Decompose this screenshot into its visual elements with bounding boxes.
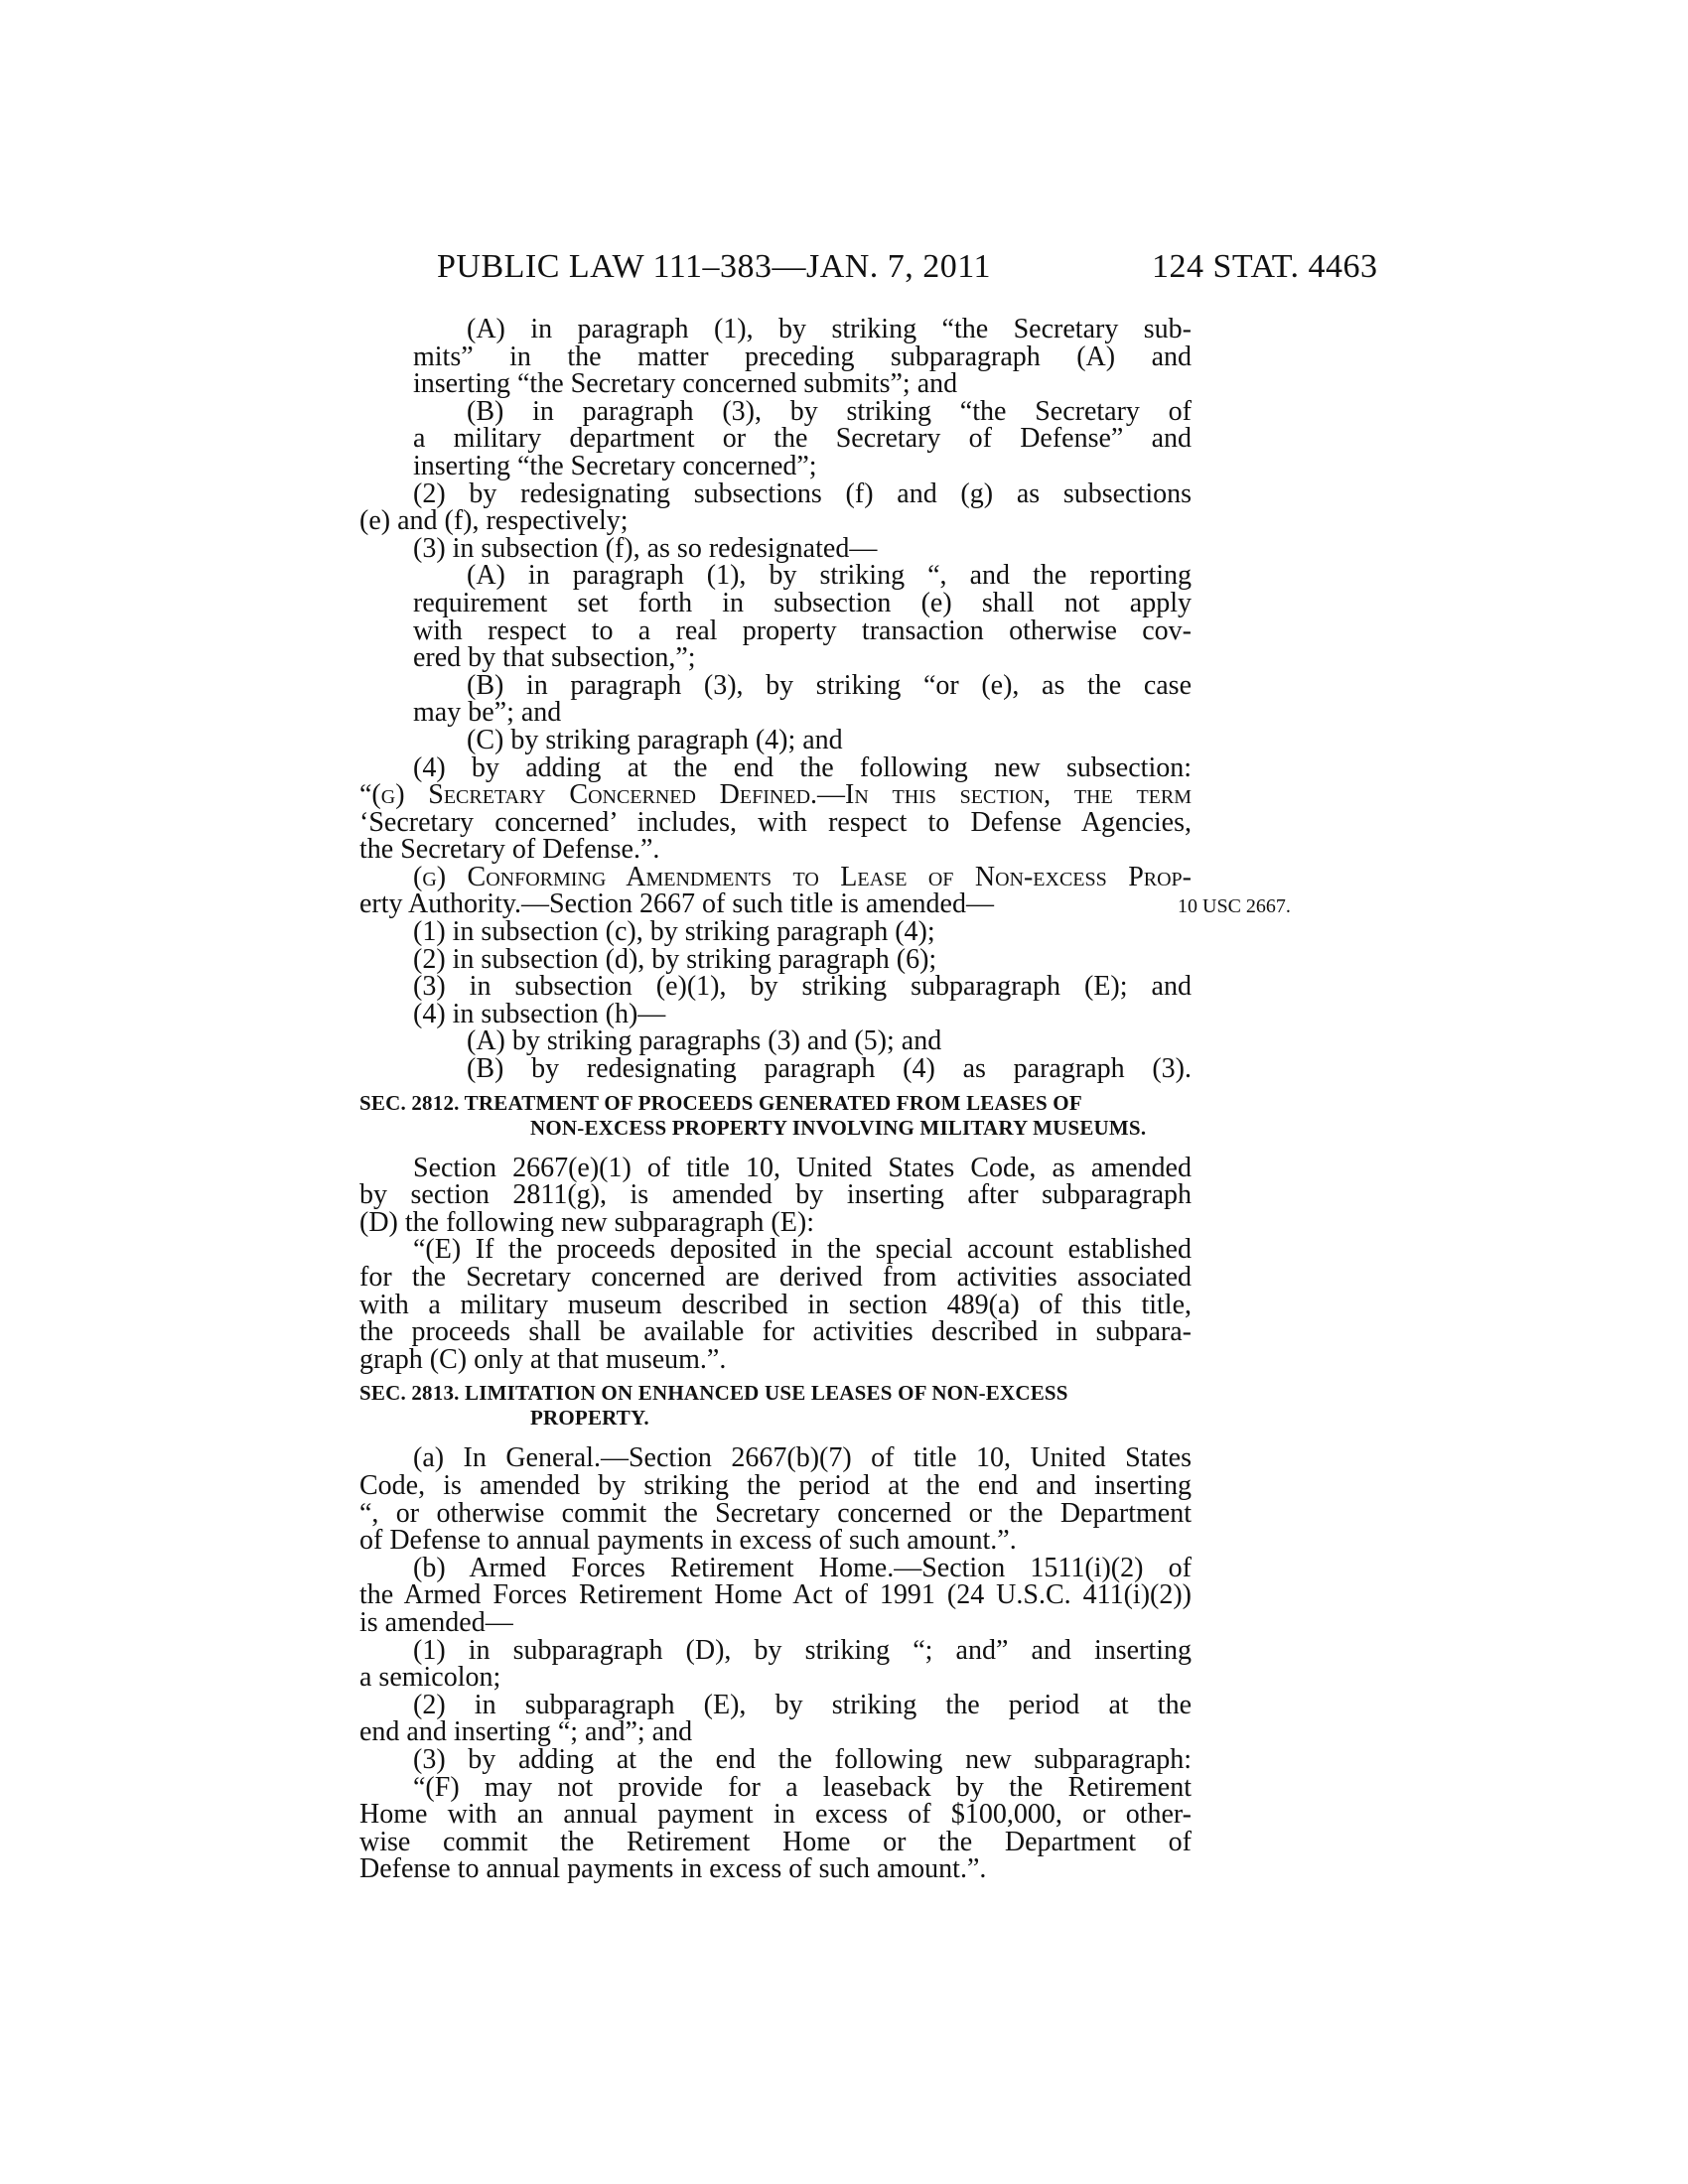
text-line: by section 2811(g), is amended by inserting after subparagraph [359,1179,1192,1211]
text-line: the Secretary of Defense.”. [359,834,660,866]
text-line: ‘Secretary concerned’ includes, with respect to Defense Agencies, [359,806,1192,838]
text-line: (3) by adding at the end the following new subparagraph: [413,1743,1192,1775]
text-line: wise commit the Retirement Home or the Department of [359,1826,1192,1857]
text-line: is amended— [359,1606,513,1638]
text-line: (2) in subparagraph (E), by striking the period at the [413,1689,1192,1720]
text-line: mits” in the matter preceding subparagraph (A) and [413,341,1192,372]
text-line: “(E) If the proceeds deposited in the special account established [413,1234,1192,1266]
text-line: the Armed Forces Retirement Home Act of 1991 (24 U.S.C. 411(i)(2)) [359,1579,1192,1611]
text-line: Code, is amended by striking the period at the end and inserting [359,1469,1192,1501]
text-line: (D) the following new subparagraph (E): [359,1206,814,1238]
section-heading: SEC. 2813. LIMITATION ON ENHANCED USE LEASES OF NON-EXCESS [359,1381,1068,1406]
text-line: end and inserting “; and”; and [359,1716,693,1748]
text-line: (3) in subsection (e)(1), by striking subparagraph (E); and [413,971,1192,1003]
margin-citation: 10 USC 2667. [1178,895,1291,917]
text-line: (4) in subsection (h)— [413,998,666,1029]
section-heading: SEC. 2812. TREATMENT OF PROCEEDS GENERATED FROM LEASES OF [359,1090,1082,1115]
text-line: “, or otherwise commit the Secretary concerned or the Department [359,1497,1192,1529]
text-line: (A) by striking paragraphs (3) and (5); and [467,1025,942,1057]
text-line: inserting “the Secretary concerned”; [413,450,817,481]
text-line: (2) by redesignating subsections (f) and (g) as subsections [413,478,1192,509]
text-line: (4) by adding at the end the following new subsection: [413,751,1192,783]
text-line: requirement set forth in subsection (e) shall not apply [413,587,1192,618]
text-line: a military department or the Secretary of Defense” and [413,423,1192,455]
text-line: (a) In General.—Section 2667(b)(7) of title 10, United States [413,1442,1192,1474]
running-header-page-number: 124 STAT. 4463 [1152,248,1378,285]
text-line: may be”; and [413,697,562,729]
document-body [359,316,1192,1883]
text-line: (B) in paragraph (3), by striking “or (e), as the case [467,669,1192,701]
text-line: a semicolon; [359,1662,501,1694]
text-line: (3) in subsection (f), as so redesignated— [413,532,878,564]
text-line: (C) by striking paragraph (4); and [467,724,843,755]
text-line: with respect to a real property transaction otherwise cov- [413,614,1192,646]
text-line: (b) Armed Forces Retirement Home.—Section 1511(i)(2) of [413,1552,1192,1583]
text-line: (1) in subsection (c), by striking paragraph (4); [413,916,935,948]
text-line: “(g) Secretary Concerned Defined.—In this section, the term [359,779,1192,811]
text-line: “(F) may not provide for a leaseback by the Retirement [413,1771,1192,1803]
text-line: (2) in subsection (d), by striking paragraph (6); [413,943,937,975]
text-line: Defense to annual payments in excess of such amount.”. [359,1853,987,1885]
text-line: (A) in paragraph (1), by striking “the Secretary sub- [467,314,1192,344]
section-heading-continued: PROPERTY. [530,1406,649,1431]
text-line: (g) Conforming Amendments to Lease of Non-excess Prop- [413,861,1192,892]
text-line: (e) and (f), respectively; [359,505,629,537]
text-line: for the Secretary concerned are derived from activities associated [359,1262,1192,1293]
text-line: ered by that subsection,”; [413,642,696,674]
text-line: Section 2667(e)(1) of title 10, United States Code, as amended [413,1152,1192,1183]
text-line: of Defense to annual payments in excess of such amount.”. [359,1525,1017,1557]
text-line: (A) in paragraph (1), by striking “, and the reporting [467,560,1192,592]
running-header-title: PUBLIC LAW 111–383—JAN. 7, 2011 [437,248,992,285]
text-line: (B) by redesignating paragraph (4) as paragraph (3). [467,1053,1192,1085]
text-line: inserting “the Secretary concerned submits”; and [413,368,958,400]
text-line: the proceeds shall be available for activities described in subpara- [359,1316,1192,1348]
text-line: with a military museum described in section 489(a) of this title, [359,1289,1192,1320]
text-line: (1) in subparagraph (D), by striking “; and” and inserting [413,1634,1192,1666]
text-line: Home with an annual payment in excess of $100,000, or other- [359,1799,1192,1831]
text-line: (B) in paragraph (3), by striking “the Secretary of [467,395,1192,427]
text-line: graph (C) only at that museum.”. [359,1343,727,1375]
text-line: erty Authority.—Section 2667 of such title is amended— [359,888,994,920]
section-heading-continued: NON-EXCESS PROPERTY INVOLVING MILITARY MUSEUMS. [530,1115,1147,1140]
